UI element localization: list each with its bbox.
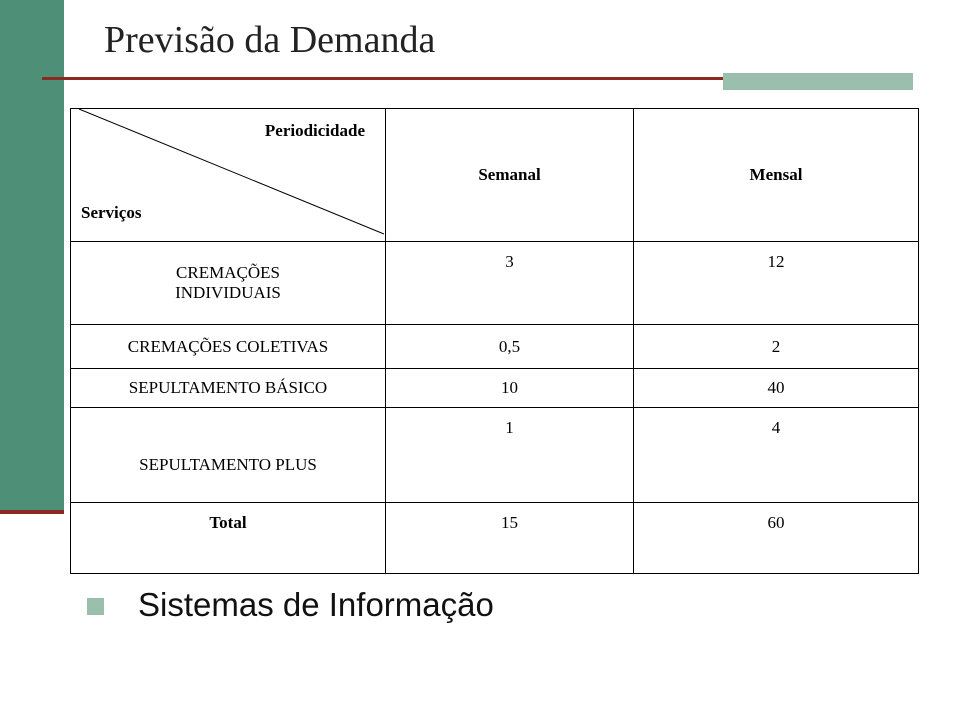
mensal-cell: 4 bbox=[634, 408, 919, 503]
total-semanal-cell: 15 bbox=[386, 503, 634, 574]
title-accent-block bbox=[723, 73, 913, 90]
service-cell: SEPULTAMENTO PLUS bbox=[71, 408, 386, 503]
servicos-label: Serviços bbox=[81, 203, 142, 222]
table-total-row bbox=[71, 503, 919, 574]
service-cell: CREMAÇÕES INDIVIDUAIS bbox=[71, 242, 386, 325]
periodicidade-label: Periodicidade bbox=[264, 121, 365, 140]
total-label: Total bbox=[71, 503, 386, 574]
demand-table bbox=[70, 108, 919, 574]
semanal-cell: 10 bbox=[386, 369, 634, 408]
left-accent-rule bbox=[0, 510, 64, 514]
semanal-cell: 0,5 bbox=[386, 325, 634, 369]
bullet-item-sistemas: Sistemas de Informação bbox=[138, 586, 494, 623]
mensal-cell: 40 bbox=[634, 369, 919, 408]
column-header-mensal: Mensal bbox=[634, 109, 919, 242]
table-row bbox=[71, 325, 919, 369]
semanal-cell: 3 bbox=[386, 242, 634, 325]
total-mensal-cell: 60 bbox=[634, 503, 919, 574]
table-header-row bbox=[71, 109, 919, 242]
square-bullet-icon bbox=[87, 598, 104, 615]
slide-title: Previsão da Demanda bbox=[104, 19, 436, 61]
table-row bbox=[71, 408, 919, 503]
service-cell: CREMAÇÕES COLETIVAS bbox=[71, 325, 386, 369]
semanal-cell: 1 bbox=[386, 408, 634, 503]
table-row bbox=[71, 369, 919, 408]
column-header-semanal: Semanal bbox=[386, 109, 634, 242]
table-row bbox=[71, 242, 919, 325]
mensal-cell: 2 bbox=[634, 325, 919, 369]
service-cell: SEPULTAMENTO BÁSICO bbox=[71, 369, 386, 408]
mensal-cell: 12 bbox=[634, 242, 919, 325]
diagonal-header-cell bbox=[71, 109, 386, 242]
